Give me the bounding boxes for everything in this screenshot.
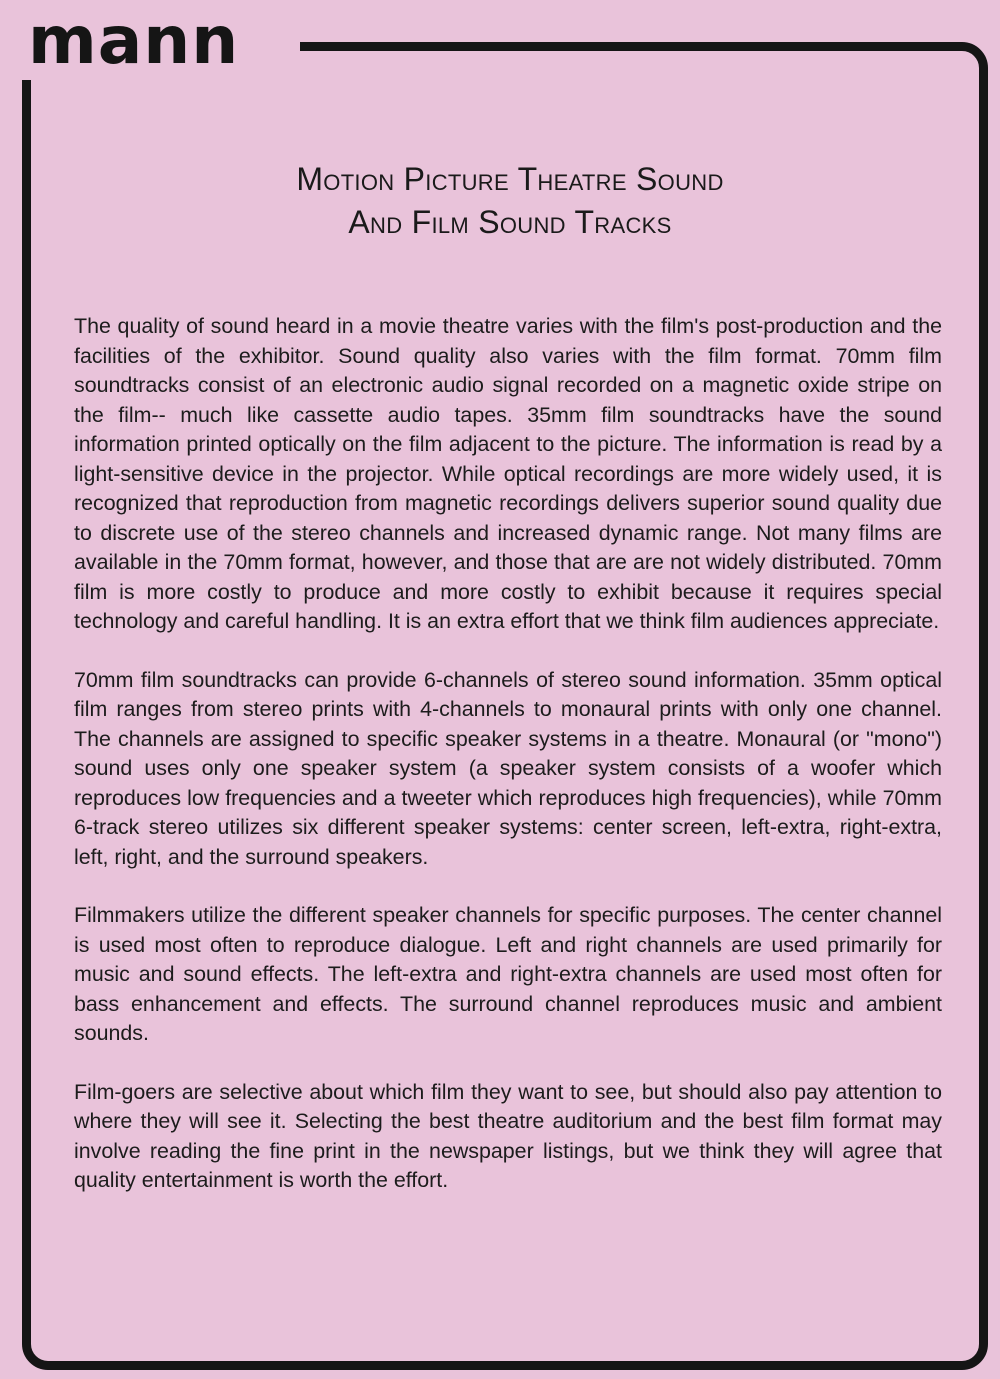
paragraph-2: 70mm film soundtracks can provide 6-channels of stereo sound information. 35mm optical film ranges from stereo prints with 4-channels to monaural prints with only one channel. The channels are assigned to specific speaker systems in a theatre. Monaural (or "mono") sound uses only one speaker system (a speaker system consists of a woofer which reproduces low frequencies and a tweeter which reproduces high frequencies), while 70mm 6-track stereo utilizes six different speaker systems: center screen, left-extra, right-extra, left, right, and the surround speakers. bbox=[74, 667, 942, 869]
body-text bbox=[74, 312, 942, 1225]
paragraph-1: The quality of sound heard in a movie theatre varies with the film's post-production and the facilities of the exhibitor. Sound quality also varies with the film format. 70mm film soundtracks consist of an electronic audio signal recorded on a magnetic oxide stripe on the film-- much like cassette audio tapes. 35mm film soundtracks have the sound information printed optically on the film adjacent to the picture. The information is read by a light-sensitive device in the projector. While optical recordings are more widely used, it is recognized that reproduction from magnetic recordings delivers superior sound quality due to discrete use of the stereo channels and increased dynamic range. Not many films are available in the 70mm format, however, and those that are are not widely distributed. 70mm film is more costly to produce and more costly to exhibit because it requires special technology and careful handling. It is an extra effort that we think film audiences appreciate. bbox=[74, 314, 942, 633]
paragraph-4: Film-goers are selective about which film they want to see, but should also pay attention to where they will see it. Selecting the best theatre auditorium and the best film format may involve reading the fine print in the newspaper listings, but we think they will agree that quality entertainment is worth the effort. bbox=[74, 1079, 942, 1192]
title-line-1: Motion Picture Theatre Sound bbox=[296, 161, 724, 197]
page-title bbox=[100, 158, 920, 244]
mann-logo: mann bbox=[28, 2, 240, 79]
title-line-2: And Film Sound Tracks bbox=[348, 204, 672, 240]
paragraph-3: Filmmakers utilize the different speaker channels for specific purposes. The center channel is used most often to reproduce dialogue. Left and right channels are used primarily for music and sound effects. The left-extra and right-extra channels are used most often for bass enhancement and effects. The surround channel reproduces music and ambient sounds. bbox=[74, 903, 942, 1045]
